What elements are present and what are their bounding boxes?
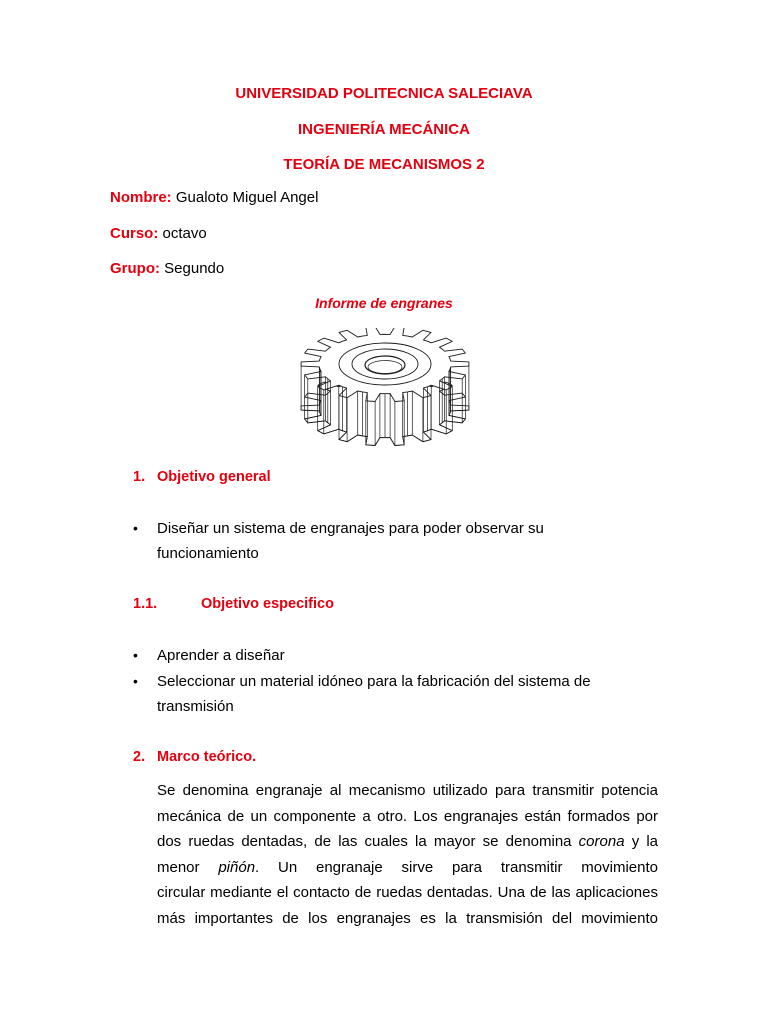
name-label: Nombre: [110,189,172,206]
course-value: octavo [158,225,207,242]
paragraph-text: dos ruedas dentadas, de las cuales la mayor se denomina [157,833,579,850]
section-2-number: 2. [133,749,146,765]
objective-specific-text-1: Aprender a diseñar [157,647,285,664]
objective-specific-text-3: transmisión [157,698,234,715]
paragraph-text: menor [157,858,219,876]
course-label: Curso: [110,225,159,242]
objective-general-text-1: Diseñar un sistema de engranajes para poder observar su [157,520,544,537]
objective-general-text-2: funcionamiento [157,545,259,562]
name-line [110,189,318,206]
section-1-number: 1. [133,469,146,485]
group-label: Grupo: [110,260,160,277]
university-title: UNIVERSIDAD POLITECNICA SALECIAVA [235,85,533,102]
paragraph-line: circular mediante el contacto de ruedas dentadas. Una de las aplicaciones [157,884,658,901]
section-1-1-title: Objetivo especifico [201,596,334,612]
paragraph-text: . Un engranaje sirve para transmitir movimiento [255,858,658,876]
name-value: Gualoto Miguel Angel [171,189,319,206]
term-pinon: piñón [218,858,256,876]
section-1-1-number: 1.1. [133,596,158,612]
gear-icon [300,328,470,446]
term-corona: corona [578,833,625,850]
paragraph-text: y la [624,833,659,850]
objective-specific-text-2: Seleccionar un material idóneo para la fabricación del sistema de [157,673,591,690]
course-title: TEORÍA DE MECANISMOS 2 [283,156,485,173]
group-value: Segundo [160,260,225,277]
paragraph-line [157,855,658,881]
paragraph-line [157,829,658,855]
section-2-title: Marco teórico. [157,749,257,765]
bullet-marker: • [133,673,138,689]
section-1-title: Objetivo general [157,469,271,485]
bullet-marker: • [133,520,138,536]
faculty-title: INGENIERÍA MECÁNICA [298,121,470,138]
theory-paragraph [157,778,658,931]
paragraph-line: mecánica de un componente a otro. Los engranajes están formados por [157,807,658,825]
bullet-marker: • [133,647,138,663]
group-line [110,260,224,277]
report-title: Informe de engranes [315,295,453,311]
paragraph-line: Se denomina engranaje al mecanismo utilizado para transmitir potencia [157,782,658,799]
course-line [110,225,207,242]
paragraph-line: más importantes de los engranajes es la transmisión del movimiento [157,909,658,927]
gear-bore [365,356,405,374]
